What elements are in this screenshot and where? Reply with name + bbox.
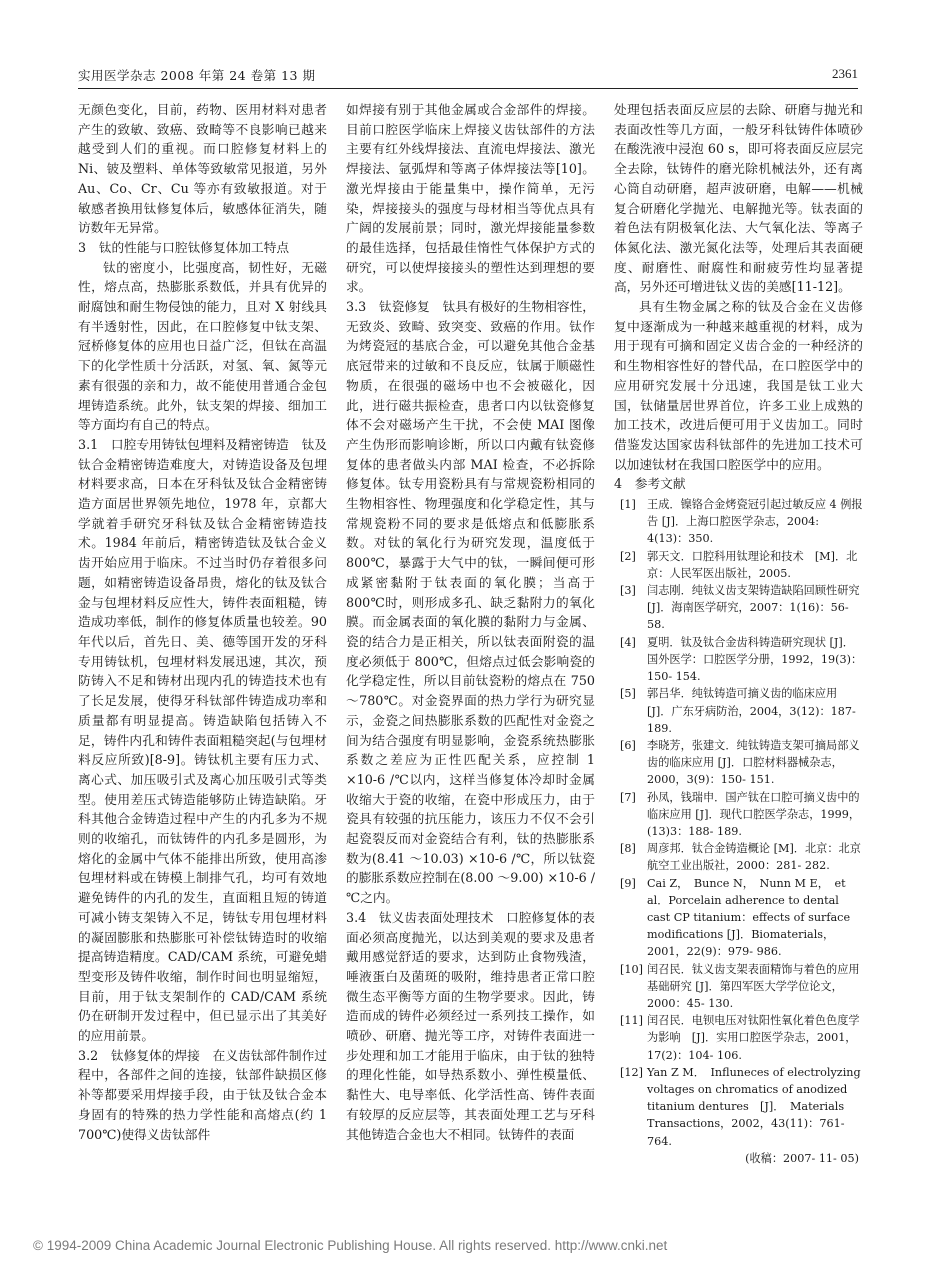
reference-text: 王成．镍铬合金烤瓷冠引起过敏反应 4 例报告 [J]．上海口腔医学杂志，2004: 4(13)：350. <box>647 498 863 546</box>
reference-number: [3] <box>620 584 636 598</box>
reference-item <box>614 875 863 961</box>
reference-text: Cai Z， Bunce N， Nunn M E， et al．Porcelain adherence to dental cast CP titanium：effects of surface modifications [J]．Biomaterials，2001，22(9)：979- 986. <box>647 876 851 959</box>
column-1 <box>78 100 327 1144</box>
reference-number: [5] <box>620 687 636 701</box>
reference-text: 闰召民．电钡电压对钛阳性氧化着色色度学为影响 [J]．实用口腔医学杂志，2001，17(2)：104- 106. <box>647 1014 860 1062</box>
paragraph: 3.4 钛义齿表面处理技术 口腔修复体的表面必须高度抛光，以达到美观的要求及患者戴用感觉舒适的要求，达到防止食物残渣，唾液蛋白及菌斑的吸附，维持患者正常口腔微生态平衡等方面的生物学要求。因此，铸造而成的铸件必须经过一系列技工操作，如喷砂、研磨、抛光等工序，对铸件表面进一步处理和加工才能用于临床，由于钛的独特的理化性能，如导热系数小、弹性模量低、黏性大、电导率低、化学活性高、铸件表面有较厚的反应层等，其表面处理工艺与牙科其他铸造合金也大不相同。钛铸件的表面 <box>346 909 595 1142</box>
reference-text: 周彦邦．钛合金铸造概论 [M]．北京：北京航空工业出版社，2000：281- 282. <box>647 842 861 873</box>
reference-item <box>614 1064 863 1150</box>
received-date: (收稿：2007- 11- 05) <box>745 1151 859 1165</box>
reference-number: [9] <box>620 876 636 890</box>
reference-number: [12] <box>620 1065 643 1079</box>
running-header <box>78 66 858 88</box>
column-2 <box>346 100 595 1144</box>
paragraph: 钛的密度小，比强度高，韧性好，无磁性，熔点高，热膨胀系数低，并具有优异的耐腐蚀和耐生物侵蚀的能力，且对 X 射线具有半透射性，因此，在口腔修复中钛支架、冠桥修复体的应用也日益广泛，但钛在高温下的化学性质十分活跃，对氢、氧、氮等元素有很强的亲和力，故不能使用普通合金包埋铸造系统。此外，钛支架的焊接、细加工等方面均有自己的特点。 <box>78 259 327 433</box>
reference-item <box>614 840 863 874</box>
paragraph: 具有生物金属之称的钛及合金在义齿修复中逐渐成为一种越来越重视的材料，成为用于现有可摘和固定义齿合金的一种经济的和生物相容性好的替代品，在口腔医学中的应用研究发展十分迅速，我国是钛工业大国，钛储量居世界首位，许多工业上成熟的加工技术，改进后便可用于义齿加工。同时借鉴发达国家齿科钛部件的先进加工技术可以加速钛材在我国口腔医学中的应用。 <box>614 299 863 472</box>
paragraph: 3.3 钛瓷修复 钛具有极好的生物相容性，无致炎、致畸、致突变、致癌的作用。钛作为烤瓷冠的基底合金，可以避免其他合金基底冠带来的过敏和不良反应，钛属于顺磁性物质，在很强的磁场中也不会被磁化，因此，进行磁共振检查，患者口内以钛瓷修复体不会对磁场产生干扰，不会使 MAI 图像产生伪形而影响诊断，所以口内戴有钛瓷修复体的患者做头内部 MAI 检查，不必拆除修复体。钛专用瓷粉具有与常规瓷粉相同的生物相容性、物理强度和化学稳定性，其与常规瓷粉不同的要求是低熔点和低膨胀系数。对钛的氧化行为研究发现，温度低于 800℃，暴露于大气中的钛，一瞬间便可形成紧密黏附于钛表面的氧化膜；当高于 800℃时，则形成多孔、缺乏黏附力的氧化膜。而金属表面的氧化膜的黏附力与金属、瓷的结合力是正相关，所以钛表面附瓷的温度必须低于 800℃，但熔点过低会影响瓷的化学稳定性，所以目前钛瓷粉的熔点在 750 ～780℃。对金瓷界面的热力学行为研究显示，金瓷之间热膨胀系数的匹配性对金瓷之间为结合强度有明显影响，金瓷系统热膨胀系数之差应为正性匹配关系，应控制 1 ×10-6 /℃以内，这样当修复体冷却时金属收缩大于瓷的收缩，在瓷中形成压力，由于瓷具有较强的抗压能力，该压力不仅不会引起瓷裂反而对金瓷结合有利，钛的热膨胀系数为(8.41 ～10.03) ×10-6 /℃，所以钛瓷的膨胀系数应控制在(8.00 ～9.00) ×10-6 /℃之内。 <box>346 299 595 906</box>
column-3 <box>614 100 863 1168</box>
reference-text: 闫志刚．纯钛义齿支架铸造缺陷回顾性研究 [J]．海南医学研究，2007：1(16)：56- 58. <box>647 584 860 632</box>
paragraph: 3 钛的性能与口腔钛修复体加工特点 <box>78 239 290 255</box>
reference-item <box>614 496 863 548</box>
reference-text: 郭天文．口腔科用钛理论和技术 [M]．北京：人民军医出版社，2005. <box>647 549 858 580</box>
reference-number: [2] <box>620 549 636 563</box>
page-number: 2361 <box>832 66 858 81</box>
reference-item <box>614 685 863 737</box>
reference-text: 郭吕华．纯钛铸造可摘义齿的临床应用 [J]．广东牙病防治，2004，3(12)：187- 189. <box>647 687 856 735</box>
paragraph: 4 参考文献 <box>614 476 686 492</box>
reference-item <box>614 548 863 582</box>
paragraph: 如焊接有别于其他金属或合金部件的焊接。目前口腔医学临床上焊接义齿钛部件的方法主要有红外线焊接法、直流电焊接法、激光焊接法、氩弧焊和等离子体焊接法等[10]。激光焊接由于能量集中，操作简单，无污染，焊接接头的强度与母材相当等优点具有广阔的发展前景；同时，激光焊接能量参数的最佳选择，包括最佳惰性气体保护方式的研究，可以使焊接接头的塑性达到理想的要求。 <box>346 102 595 295</box>
reference-number: [6] <box>620 738 636 752</box>
reference-number: [1] <box>620 498 636 512</box>
reference-text: 孙凤，钱瑞申．国产钛在口腔可摘义齿中的临床应用 [J]．现代口腔医学杂志，1999，(13)3：188- 189. <box>647 790 861 838</box>
paragraph: 3.2 钛修复体的焊接 在义齿钛部件制作过程中，各部件之间的连接，钛部件缺损区修补等都要采用焊接手段，由于钛及钛合金本身固有的特殊的热力学性能和高熔点(约 1 700℃)使得义齿钛部件 <box>78 1047 327 1142</box>
reference-number: [7] <box>620 790 636 804</box>
reference-text: 闰召民．钛义齿支架表面精饰与着色的应用基础研究 [J]．第四军医大学学位论文，2000：45- 130. <box>647 962 860 1010</box>
reference-item <box>614 634 863 686</box>
reference-item <box>614 961 863 1013</box>
reference-text: 李晓芳，张建文．纯钛铸造支架可摘局部义齿的临床应用 [J]．口腔材料器械杂志，2000，3(9)：150- 151. <box>647 738 860 787</box>
reference-text: Yan Z M． Influneces of electrolyzing voltages on chromatics of anodized titanium dentures [J]． Materials Transactions，2002，43(11)：761- 764. <box>647 1065 861 1148</box>
reference-item <box>614 1012 863 1064</box>
reference-number: [8] <box>620 842 636 856</box>
reference-number: [4] <box>620 635 636 649</box>
reference-item <box>614 737 863 789</box>
reference-item <box>614 582 863 634</box>
paragraph: 无颜色变化，目前，药物、医用材料对患者产生的致敏、致癌、致畸等不良影响已越来越受到人们的重视。而口腔修复材料上的 Ni、铍及塑料、单体等致敏常见报道，另外 Au、Co、Cr、Cu 等亦有致敏报道。对于敏感者换用钛修复体后，敏感体征消失，随访数年无异常。 <box>78 102 327 236</box>
copyright-footer: © 1994-2009 China Academic Journal Electronic Publishing House. All rights reserved. http://www.cnki.net <box>33 1238 668 1253</box>
paragraph: 3.1 口腔专用铸钛包埋料及精密铸造 钛及钛合金精密铸造难度大，对铸造设备及包埋材料要求高，日本在牙科钛及钛合金精密铸造方面居世界领先地位，1978 年，京都大学就着手研究牙科钛及钛合金精密铸造技术。1984 年前后，精密铸造钛及钛合金义齿开始应用于临床。不过当时仍存着很多问题，如精密铸造设备昂贵，熔化的钛及钛合金与包埋材料反应性大，铸件表面粗糙，铸造成功率低，制作的修复体质量也较差。90 年代以后，首先日、美、德等国开发的牙科专用铸钛机，包埋材料发展迅速，其次，预防铸入不足和铸材出现内孔的铸造技术也有了长足发展，使得牙科钛部件铸造成功率和质量都有明显提高。铸造缺陷包括铸入不足，铸件内孔和铸件表面粗糙突起(与包埋材料反应所致)[8-9]。铸钛机主要有压力式、离心式、加压吸引式及离心加压吸引式等类型。使用差压式铸造能够防止铸造缺陷。牙科其他合金铸造过程中产生的内孔多为不规则的收缩孔，而钛铸件的内孔多是圆形，为熔化的金属中气体不能排出所致，使用高渗包埋材料或在铸模上制排气孔，均可有效地避免铸件的内孔的发生，直面粗且短的铸道可减小铸支架铸入不足，铸钛专用包埋材料的凝固膨胀和热膨胀可补偿钛铸造时的收缩提高铸造精度。CAD/CAM 系统，可避免蜡型变形及铸件收缩，制作时间也明显缩短，目前，用于钛支架制作的 CAD/CAM 系统仍在研制开发过程中，但已显示出了其美好的应用前景。 <box>78 436 327 1044</box>
reference-text: 夏明．钛及钛合金齿科铸造研究现状 [J]．国外医学：口腔医学分册，1992，19(3)：150- 154. <box>647 635 863 684</box>
paragraph: 处理包括表面反应层的去除、研磨与抛光和表面改性等几方面，一般牙科钛铸件体喷砂在酸洗液中浸泡 60 s，即可将表面反应层完全去除，钛铸件的磨光除机械法外，还有离心筒自动研磨，超声波研磨，电解——机械复合研磨化学抛光、电解抛光等。钛表面的着色法有阴极氧化法、大气氧化法、等离子体氮化法、激光氮化法等，处理后其表面硬度、耐磨性、耐腐性和耐疲劳性均显著提高，另外还可增进钛义齿的美感[11-12]。 <box>614 102 863 295</box>
reference-list <box>614 496 863 1150</box>
reference-item <box>614 789 863 841</box>
header-rule <box>78 88 858 89</box>
reference-number: [10] <box>620 962 643 976</box>
reference-number: [11] <box>620 1014 643 1028</box>
journal-title: 实用医学杂志 2008 年第 24 卷第 13 期 <box>78 68 316 83</box>
